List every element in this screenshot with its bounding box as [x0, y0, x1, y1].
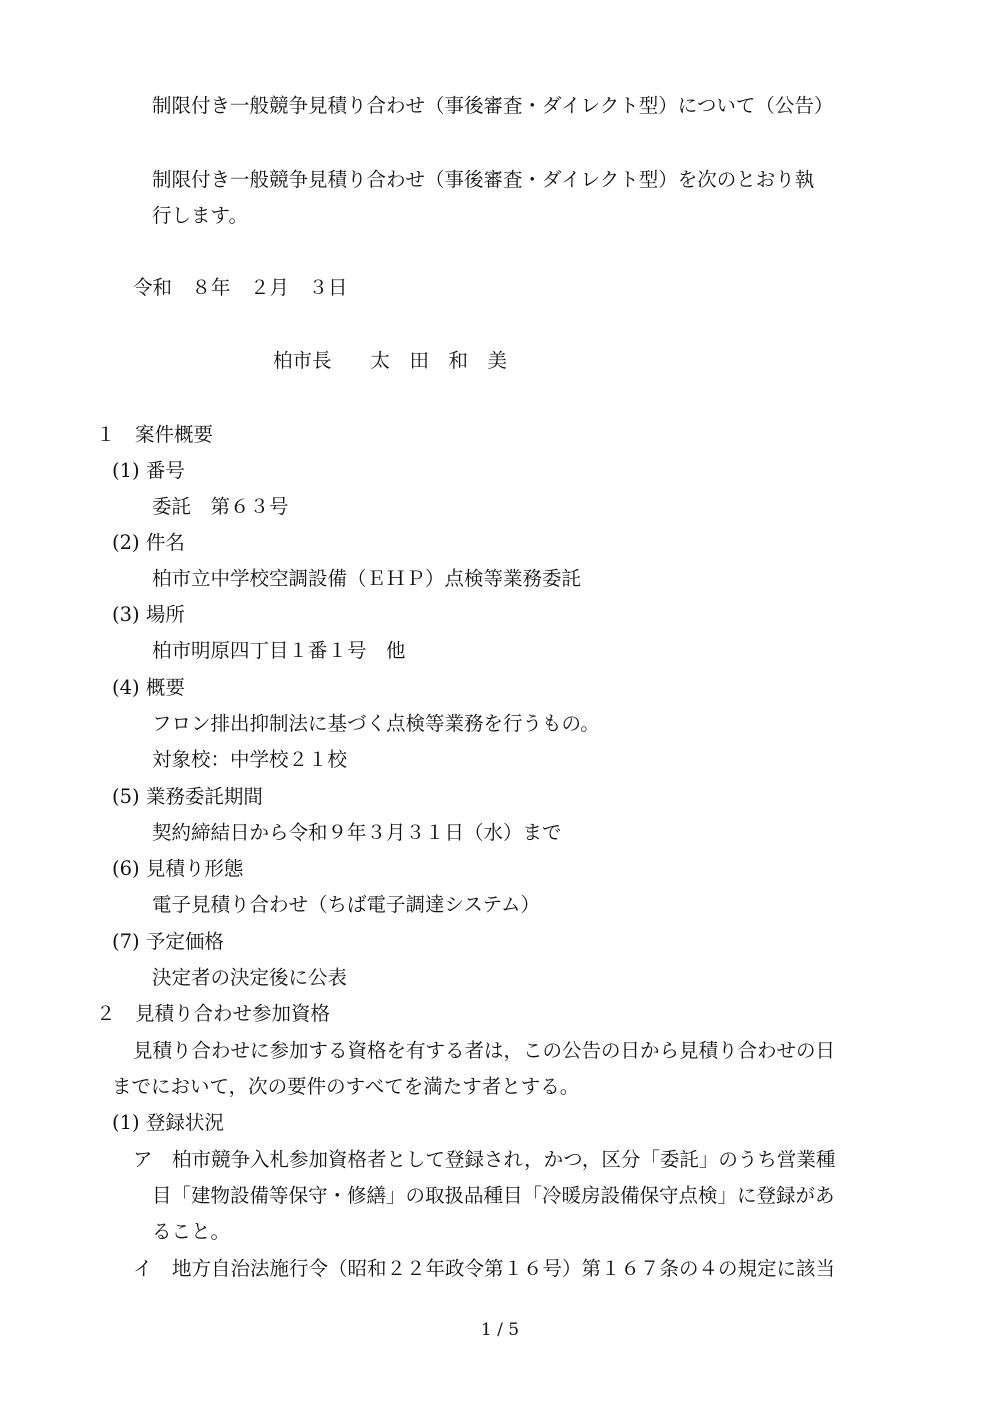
item-1-value: 委託 第６３号 — [152, 495, 289, 518]
section-2-heading: ２ 見積り合わせ参加資格 — [96, 1002, 331, 1025]
item-6-value: 電子見積り合わせ（ちば電子調達システム） — [152, 893, 541, 916]
page-number: 1 / 5 — [480, 1320, 520, 1340]
item-1-label: (1) 番号 — [112, 459, 185, 482]
item-a-line-2: 目「建物設備等保守・修繕」の取扱品種目「冷暖房設備保守点検」に登録があ — [152, 1184, 835, 1207]
item-6-label: (6) 見積り形態 — [112, 857, 244, 880]
section-2-intro-line-2: までにおいて，次の要件のすべてを満たす者とする。 — [112, 1075, 580, 1098]
item-4-label: (4) 概要 — [112, 676, 185, 699]
sub-1-label: (1) 登録状況 — [112, 1111, 224, 1134]
item-4-value-2: 対象校：中学校２１校 — [152, 748, 348, 771]
item-5-label: (5) 業務委託期間 — [112, 785, 263, 808]
item-2-value: 柏市立中学校空調設備（ＥＨＰ）点検等業務委託 — [152, 567, 582, 590]
item-a-line-1: ア 柏市競争入札参加資格者として登録され，かつ，区分「委託」のうち営業種 — [133, 1148, 836, 1171]
item-7-value: 決定者の決定後に公表 — [152, 966, 348, 989]
item-i-line-1: イ 地方自治法施行令（昭和２２年政令第１６号）第１６７条の４の規定に該当 — [133, 1257, 836, 1280]
issuer-name: 柏市長 太 田 和 美 — [273, 349, 508, 372]
notice-date: 令和 ８年 ２月 ３日 — [133, 276, 348, 299]
notice-title: 制限付き一般競争見積り合わせ（事後審査・ダイレクト型）について（公告） — [152, 94, 834, 117]
item-5-value: 契約締結日から令和９年３月３１日（水）まで — [152, 821, 562, 844]
section-2-intro-line-1: 見積り合わせに参加する資格を有する者は，この公告の日から見積り合わせの日 — [133, 1039, 836, 1062]
item-2-label: (2) 件名 — [112, 531, 185, 554]
intro-line-2: 行します。 — [152, 204, 248, 227]
intro-line-1: 制限付き一般競争見積り合わせ（事後審査・ダイレクト型）を次のとおり執 — [152, 168, 815, 191]
item-a-line-3: ること。 — [152, 1220, 231, 1243]
item-4-value-1: フロン排出抑制法に基づく点検等業務を行うもの。 — [152, 712, 600, 735]
item-7-label: (7) 予定価格 — [112, 930, 224, 953]
item-3-label: (3) 場所 — [112, 603, 185, 626]
section-1-heading: １ 案件概要 — [96, 423, 214, 446]
item-3-value: 柏市明原四丁目１番１号 他 — [152, 639, 406, 662]
